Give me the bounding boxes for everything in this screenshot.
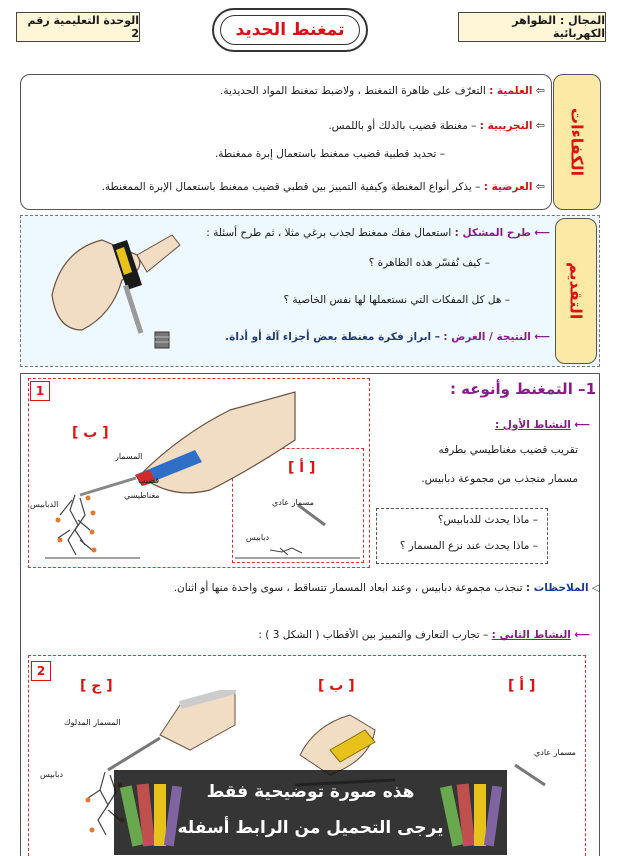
arrow-icon: ⇦ (535, 119, 545, 132)
competencies-tab-label: الكفاءات (567, 107, 587, 177)
letter-b2-text: [ ب ] (318, 678, 355, 694)
section1-heading (440, 379, 596, 398)
magnetic-text: مغناطيسي (124, 491, 160, 500)
observations-row (60, 582, 600, 594)
fig1-normal-nail-label (272, 498, 314, 507)
question-1-text: – كيف نُفسّر هذه الظاهرة ؟ (368, 257, 490, 269)
question-pins (438, 514, 538, 526)
overlay-line-1: هذه صورة توضيحية فقط (206, 782, 415, 802)
fig1-nail-label (115, 452, 142, 461)
figure1-illustration (30, 380, 366, 565)
question-nail-text: – ماذا يحدث عند نزع المسمار ؟ (399, 540, 538, 552)
problem-label: طرح المشكل : (454, 227, 531, 239)
question-nail (400, 540, 538, 552)
experimental-label: التجريبية : (479, 120, 533, 132)
observations-text: تنجذب مجموعة دبابيس ، وعند ابعاد المسمار تتساقط ، سوى واحدة منها أو اثنان. (173, 582, 523, 594)
experimental-text-1: – مغنطة قضيب بالدلك أو باللمس. (328, 120, 477, 132)
fig2-pins-text: دبابيس (40, 770, 64, 779)
figure2-badge (31, 661, 51, 681)
intro-tab (555, 218, 597, 364)
transversal-label: العرضية : (483, 181, 533, 193)
bar-text: قضيب (138, 476, 160, 485)
activity1 (372, 418, 590, 498)
experimental-text-2: – تحديد قطبية قضيب ممغنط باستعمال إبرة ممغنطة. (214, 148, 445, 160)
arrow-left-icon: ⟵ (534, 226, 550, 239)
preview-overlay (114, 770, 507, 855)
pins2-text: دبابيس (246, 533, 270, 542)
arrow-left-icon: ⟵ (574, 628, 590, 641)
intro-tab-label: التقديم (566, 262, 586, 320)
question-1-row (369, 257, 490, 269)
activity1-label: النشاط الأول : (494, 419, 571, 431)
triangle-icon: ◁ (591, 582, 600, 594)
activity2-text: – تجارب التعارف والتمييز بين الأقطاب ( الشكل 3 ) : (258, 629, 489, 641)
unit-text: الوحدة التعليمية رقم 2 (27, 14, 139, 40)
problem-row (206, 226, 550, 239)
pins-text: الدبابيس (30, 500, 59, 509)
activity1-line1: تقريب قضيب مغناطيسي بطرفه (438, 444, 578, 456)
section1-heading-text: 1– التمغنط وأنوعه : (449, 380, 596, 398)
nail-text: المسمار (115, 452, 143, 461)
competencies-tab (553, 74, 601, 210)
experimental-row-2 (215, 148, 445, 160)
problem-text: استعمال مفك ممغنط لجذب برغي مثلا ، ثم طرح أسئلة : (206, 227, 452, 239)
screwdriver-illustration (42, 220, 192, 360)
experimental-row (328, 119, 545, 132)
page-title (212, 8, 368, 52)
question-pins-text: – ماذا يحدث للدبابيس؟ (437, 514, 538, 526)
rubbed-nail-text: المسمار المدلوك (64, 718, 121, 727)
competencies-content (30, 82, 545, 202)
result-text: – ابراز فكرة مغنطة بعض أجزاء آلة أو أداة. (225, 331, 441, 343)
fig1-pins2-label (246, 533, 269, 542)
intro-content (196, 226, 550, 356)
scientific-label: العلمية : (489, 85, 533, 97)
activity2-row (150, 628, 590, 641)
transversal-text: – يذكر أنواع المغنطة وكيفية التمييز بين قطبي قضيب ممغنط باستعمال الإبرة الممغنطة. (101, 181, 481, 193)
figure2-badge-text: 2 (36, 664, 46, 678)
fig2-normal-nail-text: مسمار عادي (534, 748, 576, 757)
overlay-line-2: يرجى التحميل من الرابط أسفله (177, 818, 444, 838)
fig1-bar-label (138, 476, 159, 485)
field-text: المجال : الظواهر الكهربائية (512, 14, 605, 40)
normal-nail-text: مسمار عادي (272, 498, 314, 507)
fig1-magnetic-label (124, 491, 160, 500)
activity2-label: النشاط الثاني : (491, 629, 571, 641)
arrow-icon: ⇦ (535, 84, 545, 97)
arrow-left-icon: ⟵ (574, 418, 590, 431)
fig2-rubbed-nail-label (64, 718, 121, 727)
transversal-row (102, 180, 545, 193)
activity1-label-row (495, 418, 590, 431)
letter-a2-text: [ أ ] (508, 678, 536, 694)
field-label (458, 12, 606, 42)
scientific-text: التعرّف على ظاهرة التمغنط ، ولاضبط تمغنط المواد الحديدية. (219, 85, 486, 97)
fig1-pins-label (30, 500, 58, 509)
activity1-line2: مسمار منجذب من مجموعة دبابيس. (421, 473, 578, 485)
question-2-text: – هل كل المفكات التي نستعملها لها نفس الخاصية ؟ (283, 294, 510, 306)
unit-label (16, 12, 140, 42)
observations-label: الملاحظات : (525, 582, 589, 594)
activity1-line2-row (421, 473, 578, 485)
page-title-inner (220, 15, 360, 45)
letter-a-text: [ أ ] (288, 460, 316, 476)
fig2-normal-nail-label (534, 748, 576, 757)
scientific-row (220, 84, 545, 97)
page-title-text: تمغنط الحديد (235, 20, 345, 40)
letter-c-text: [ ج ] (80, 678, 113, 694)
letter-b-text: [ ب ] (72, 425, 109, 441)
activity1-line1-row (438, 444, 578, 456)
result-label: النتيجة / الغرض : (443, 331, 531, 343)
fig2-pins-label (40, 770, 63, 779)
arrow-left-icon: ⟵ (534, 330, 550, 343)
question-2-row (284, 294, 511, 306)
arrow-icon: ⇦ (535, 180, 545, 193)
figure1-badge-text: 1 (35, 384, 45, 398)
result-row (225, 330, 550, 343)
